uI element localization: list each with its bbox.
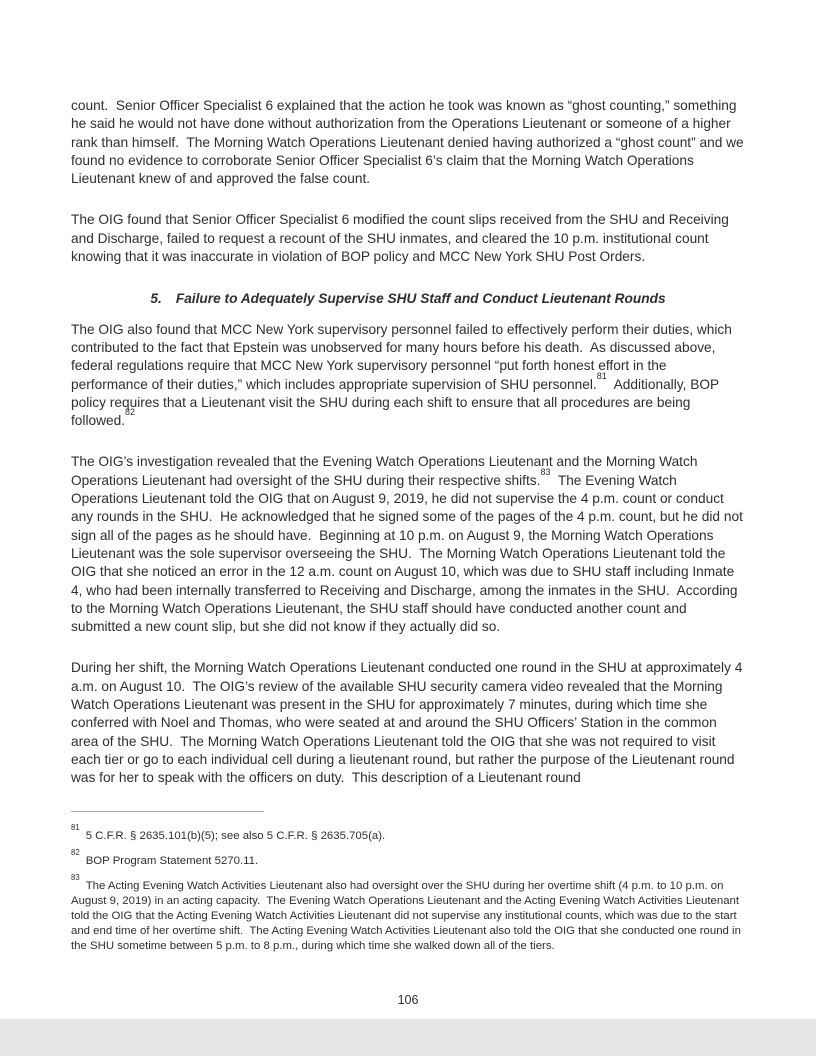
body-paragraph (71, 453, 745, 636)
footnote-ref: 82 (125, 407, 136, 418)
section-heading (71, 290, 745, 308)
footnote (71, 873, 745, 954)
footnote-text: BOP Program Statement 5270.11. (85, 854, 259, 867)
section-number: 5. (150, 291, 162, 307)
footer-strip (0, 1019, 816, 1056)
page-content (71, 0, 748, 964)
footnote-ref: 81 (596, 370, 607, 381)
footnote-text: The Acting Evening Watch Activities Lieutenant also had oversight over the SHU during her overtime shift (4 p.m. to 10 p.m. on August 9, 2019) in an acting capacity. The Evening Watch Operations Lieutenant and the Acting Evening Watch Activities Lieutenant told the OIG that the Acting Evening Watch Activities Lieutenant did not supervise any institutional counts, which was due to the start and end time of her overtime shift. The Acting Evening Watch Activities Lieutenant also told the OIG that she conducted one round in the SHU sometime between 5 p.m. to 8 p.m., during which time she walked down all of the tiers. (71, 879, 745, 952)
footnote-marker: 83 (71, 873, 80, 883)
body-paragraph: count. Senior Officer Specialist 6 explained that the action he took was known as “ghost counting,” something he said he would not have done without authorization from the Operations Lieutenant or someone of a higher rank than himself. The Morning Watch Operations Lieutenant denied having authorized a “ghost count” and we found no evidence to corroborate Senior Officer Specialist 6’s claim that the Morning Watch Operations Lieutenant knew of and approved the false count. (71, 98, 748, 187)
footnote (71, 848, 745, 869)
footnote-ref: 83 (540, 466, 551, 477)
paragraph-text: The Evening Watch Operations Lieutenant told the OIG that on August 9, 2019, he did not supervise the 4 p.m. count or conduct any rounds in the SHU. He acknowledged that he signed some of the pages of the 4 p.m. count, but he did not sign all of the pages as he should have. Beginning at 10 p.m. on August 9, the Morning Watch Operations Lieutenant was the sole supervisor overseeing the SHU. The Morning Watch Operations Lieutenant told the OIG that she noticed an error in the 12 a.m. count on August 10, which was due to SHU staff including Inmate 4, who had been internally transferred to Receiving and Discharge, among the inmates in the SHU. According to the Morning Watch Operations Lieutenant, the SHU staff should have conducted another count and submitted a new count slip, but she did not know if they actually did so. (71, 472, 747, 635)
paragraph-text: The OIG also found that MCC New York supervisory personnel failed to effectively perform their duties, which contributed to the fact that Epstein was unobserved for many hours before his death. As discussed above, federal regulations require that MCC New York supervisory personnel “put forth honest effort in the performance of their duties,” which includes appropriate supervision of SHU personnel. (71, 321, 736, 392)
body-paragraph: The OIG found that Senior Officer Specialist 6 modified the count slips received from the SHU and Receiving and Discharge, failed to request a recount of the SHU inmates, and cleared the 10 p.m. institutional count knowing that it was inaccurate in violation of BOP policy and MCC New York SHU Post Orders. (71, 212, 733, 265)
footnote-marker: 82 (71, 848, 80, 858)
paragraph-text: The OIG’s investigation revealed that the Evening Watch Operations Lieutenant and the Morning Watch Operations Lieutenant had oversight of the SHU during their respective shifts. (71, 454, 702, 488)
section-title: Failure to Adequately Supervise SHU Staff and Conduct Lieutenant Rounds (175, 291, 666, 307)
body-paragraph: During her shift, the Morning Watch Operations Lieutenant conducted one round in the SHU at approximately 4 a.m. on August 10. The OIG’s review of the available SHU security camera video revealed that the Morning Watch Operations Lieutenant was present in the SHU for approximately 7 minutes, during which time she conferred with Noel and Thomas, who were seated at and around the SHU Officers’ Station in the common area of the SHU. The Morning Watch Operations Lieutenant told the OIG that she was not required to visit each tier or go to each individual cell during a lieutenant round, but rather the purpose of the Lieutenant round was for her to speak with the officers on duty. This description of a Lieutenant round (71, 660, 747, 786)
footnote-marker: 81 (71, 823, 80, 833)
footnote-separator (71, 811, 264, 812)
footnote (71, 823, 745, 844)
footnotes-section (71, 811, 745, 954)
body-paragraph (71, 321, 745, 431)
page-number: 106 (397, 993, 419, 1007)
footnote-text: 5 C.F.R. § 2635.101(b)(5); see also 5 C.F.R. § 2635.705(a). (85, 829, 386, 842)
paragraph-text: Additionally, BOP policy requires that a Lieutenant visit the SHU during each shift to ensure that all procedures are being followed. (71, 376, 723, 429)
